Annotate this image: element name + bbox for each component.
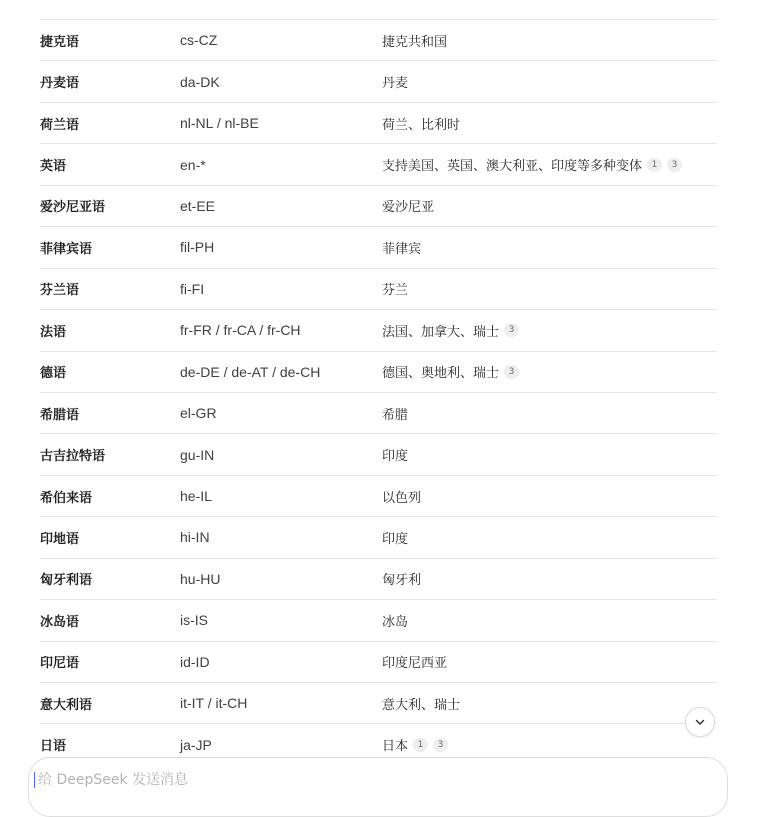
language-code-cell: fi-FI <box>180 280 205 297</box>
table-row <box>40 227 717 268</box>
language-name-cell: 丹麦语 <box>40 76 80 92</box>
language-name-cell: 爱沙尼亚语 <box>40 200 106 216</box>
language-code-cell: da-DK <box>180 73 220 90</box>
language-name-cell: 冰岛语 <box>40 614 80 630</box>
region-text: 印度 <box>382 449 409 465</box>
region-cell <box>382 279 717 298</box>
citation-badge[interactable]: 3 <box>504 323 519 337</box>
language-name-cell: 古吉拉特语 <box>40 449 106 465</box>
region-text: 日本 <box>382 739 409 755</box>
language-name-cell: 印地语 <box>40 531 80 547</box>
citation-badge[interactable]: 1 <box>647 158 662 172</box>
table-row <box>40 310 717 351</box>
region-cell <box>382 735 717 754</box>
region-cell <box>382 569 717 588</box>
table-top-divider <box>40 0 717 20</box>
language-code-cell: id-ID <box>180 653 210 670</box>
region-cell <box>382 445 717 464</box>
region-text: 印度 <box>382 531 409 547</box>
region-text: 捷克共和国 <box>382 34 448 50</box>
chevron-down-icon <box>694 716 706 728</box>
table-body <box>40 20 717 766</box>
language-code-cell: en-* <box>180 156 206 173</box>
region-cell <box>382 321 717 340</box>
language-name-cell: 意大利语 <box>40 697 93 713</box>
table-row <box>40 642 717 683</box>
citation-badge[interactable]: 3 <box>667 158 682 172</box>
language-name-cell: 芬兰语 <box>40 283 80 299</box>
table-row <box>40 683 717 724</box>
region-text: 支持美国、英国、澳大利亚、印度等多种变体 <box>382 159 643 175</box>
region-cell <box>382 611 717 630</box>
language-code-cell: et-EE <box>180 197 216 214</box>
language-name-cell: 德语 <box>40 366 67 382</box>
language-code-cell: it-IT / it-CH <box>180 695 248 712</box>
table-row <box>40 144 717 185</box>
language-code-cell: de-DE / de-AT / de-CH <box>180 363 321 380</box>
language-name-cell: 菲律宾语 <box>40 241 93 257</box>
language-name-cell: 捷克语 <box>40 34 80 50</box>
region-text: 冰岛 <box>382 614 409 630</box>
region-cell <box>382 196 717 215</box>
language-code-cell: hi-IN <box>180 529 210 546</box>
region-text: 菲律宾 <box>382 241 422 257</box>
citation-badge[interactable]: 1 <box>413 738 428 752</box>
table-row <box>40 600 717 641</box>
table-row <box>40 434 717 475</box>
region-cell <box>382 652 717 671</box>
table-row <box>40 352 717 393</box>
text-caret <box>34 772 35 788</box>
language-name-cell: 荷兰语 <box>40 117 80 133</box>
region-cell <box>382 72 717 91</box>
citation-badge[interactable]: 3 <box>504 365 519 379</box>
language-table <box>40 0 717 766</box>
message-input[interactable] <box>38 770 338 790</box>
scroll-to-bottom-button[interactable] <box>685 707 715 737</box>
language-code-cell: hu-HU <box>180 570 221 587</box>
region-text: 德国、奥地利、瑞士 <box>382 366 500 382</box>
table-row <box>40 559 717 600</box>
language-code-cell: el-GR <box>180 405 217 422</box>
language-name-cell: 匈牙利语 <box>40 573 93 589</box>
table-row <box>40 476 717 517</box>
table-row <box>40 393 717 434</box>
region-cell <box>382 528 717 547</box>
language-code-cell: fil-PH <box>180 239 215 256</box>
language-name-cell: 英语 <box>40 159 67 175</box>
region-cell <box>382 362 717 381</box>
region-text: 荷兰、比利时 <box>382 117 461 133</box>
table-row <box>40 61 717 102</box>
language-code-cell: ja-JP <box>180 736 212 753</box>
region-text: 以色列 <box>382 490 422 506</box>
language-code-cell: cs-CZ <box>180 32 218 49</box>
region-text: 芬兰 <box>382 283 409 299</box>
table-row <box>40 186 717 227</box>
language-name-cell: 希伯来语 <box>40 490 93 506</box>
language-code-cell: is-IS <box>180 612 208 629</box>
region-text: 爱沙尼亚 <box>382 200 435 216</box>
language-code-cell: he-IL <box>180 488 212 505</box>
region-cell <box>382 114 717 133</box>
language-name-cell: 法语 <box>40 324 67 340</box>
region-cell <box>382 31 717 50</box>
region-text: 意大利、瑞士 <box>382 697 461 713</box>
language-name-cell: 日语 <box>40 739 67 755</box>
language-code-cell: nl-NL / nl-BE <box>180 115 259 132</box>
region-text: 丹麦 <box>382 76 409 92</box>
region-cell <box>382 155 717 174</box>
region-text: 法国、加拿大、瑞士 <box>382 324 500 340</box>
language-name-cell: 印尼语 <box>40 656 80 672</box>
region-cell <box>382 694 717 713</box>
table-row <box>40 20 717 61</box>
language-code-cell: fr-FR / fr-CA / fr-CH <box>180 322 301 339</box>
region-cell <box>382 487 717 506</box>
language-code-cell: gu-IN <box>180 446 215 463</box>
region-text: 匈牙利 <box>382 573 422 589</box>
language-name-cell: 希腊语 <box>40 407 80 423</box>
table-row <box>40 269 717 310</box>
region-cell <box>382 238 717 257</box>
table-row <box>40 517 717 558</box>
region-text: 希腊 <box>382 407 409 423</box>
table-row <box>40 103 717 144</box>
region-cell <box>382 404 717 423</box>
region-text: 印度尼西亚 <box>382 656 448 672</box>
citation-badge[interactable]: 3 <box>433 738 448 752</box>
